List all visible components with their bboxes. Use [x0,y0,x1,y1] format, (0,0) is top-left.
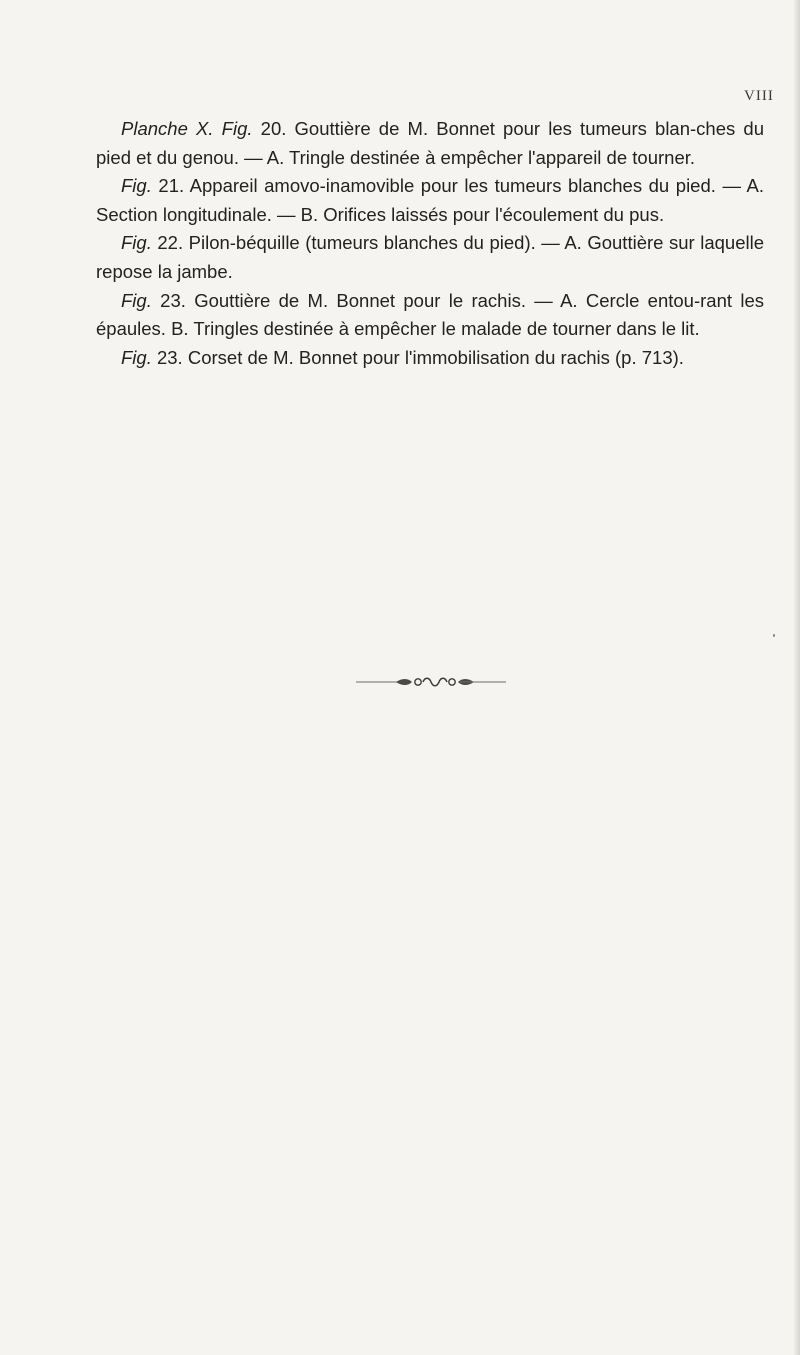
entry-text: 21. Appareil amovo-inamovible pour les tumeurs blanches du pied. — A. Section longitudinale. — B. Orifices laissés pour l'écoulement du pus. [96,175,764,225]
entry-label: Fig. [121,289,152,311]
entry-text: 23. Gouttière de M. Bonnet pour le rachis. — A. Cercle entou-rant les épaules. B. Tringles destinée à empêcher le malade de tourner dans le lit. [96,289,764,340]
entry-label: Fig. [121,232,152,254]
entry-label: Fig. [121,175,152,197]
ink-speck [773,634,775,637]
tailpiece-ornament-icon [356,674,506,690]
entry-label: Planche X. Fig. [121,118,253,139]
page-number: VIII [744,88,774,104]
entry-text: 23. Corset de M. Bonnet pour l'immobilisation du rachis (p. 713). [151,346,684,368]
entry-label: Fig. [121,346,152,368]
legend-entry-fig-23-gouttiere [96,287,764,344]
entry-text: 22. Pilon-béquille (tumeurs blanches du pied). — A. Gouttière sur laquelle repose la jambe. [96,232,764,282]
legend-entry-fig-23-corset [96,344,764,373]
legend-entry-fig-20 [96,115,764,172]
page-edge-shadow [794,0,800,1355]
plate-legend [96,115,764,372]
entry-text: 20. Gouttière de M. Bonnet pour les tumeurs blan-ches du pied et du genou. — A. Tringle destinée à empêcher l'appareil de tourner. [96,118,764,168]
legend-entry-fig-22 [96,229,764,286]
legend-entry-fig-21 [96,172,764,229]
